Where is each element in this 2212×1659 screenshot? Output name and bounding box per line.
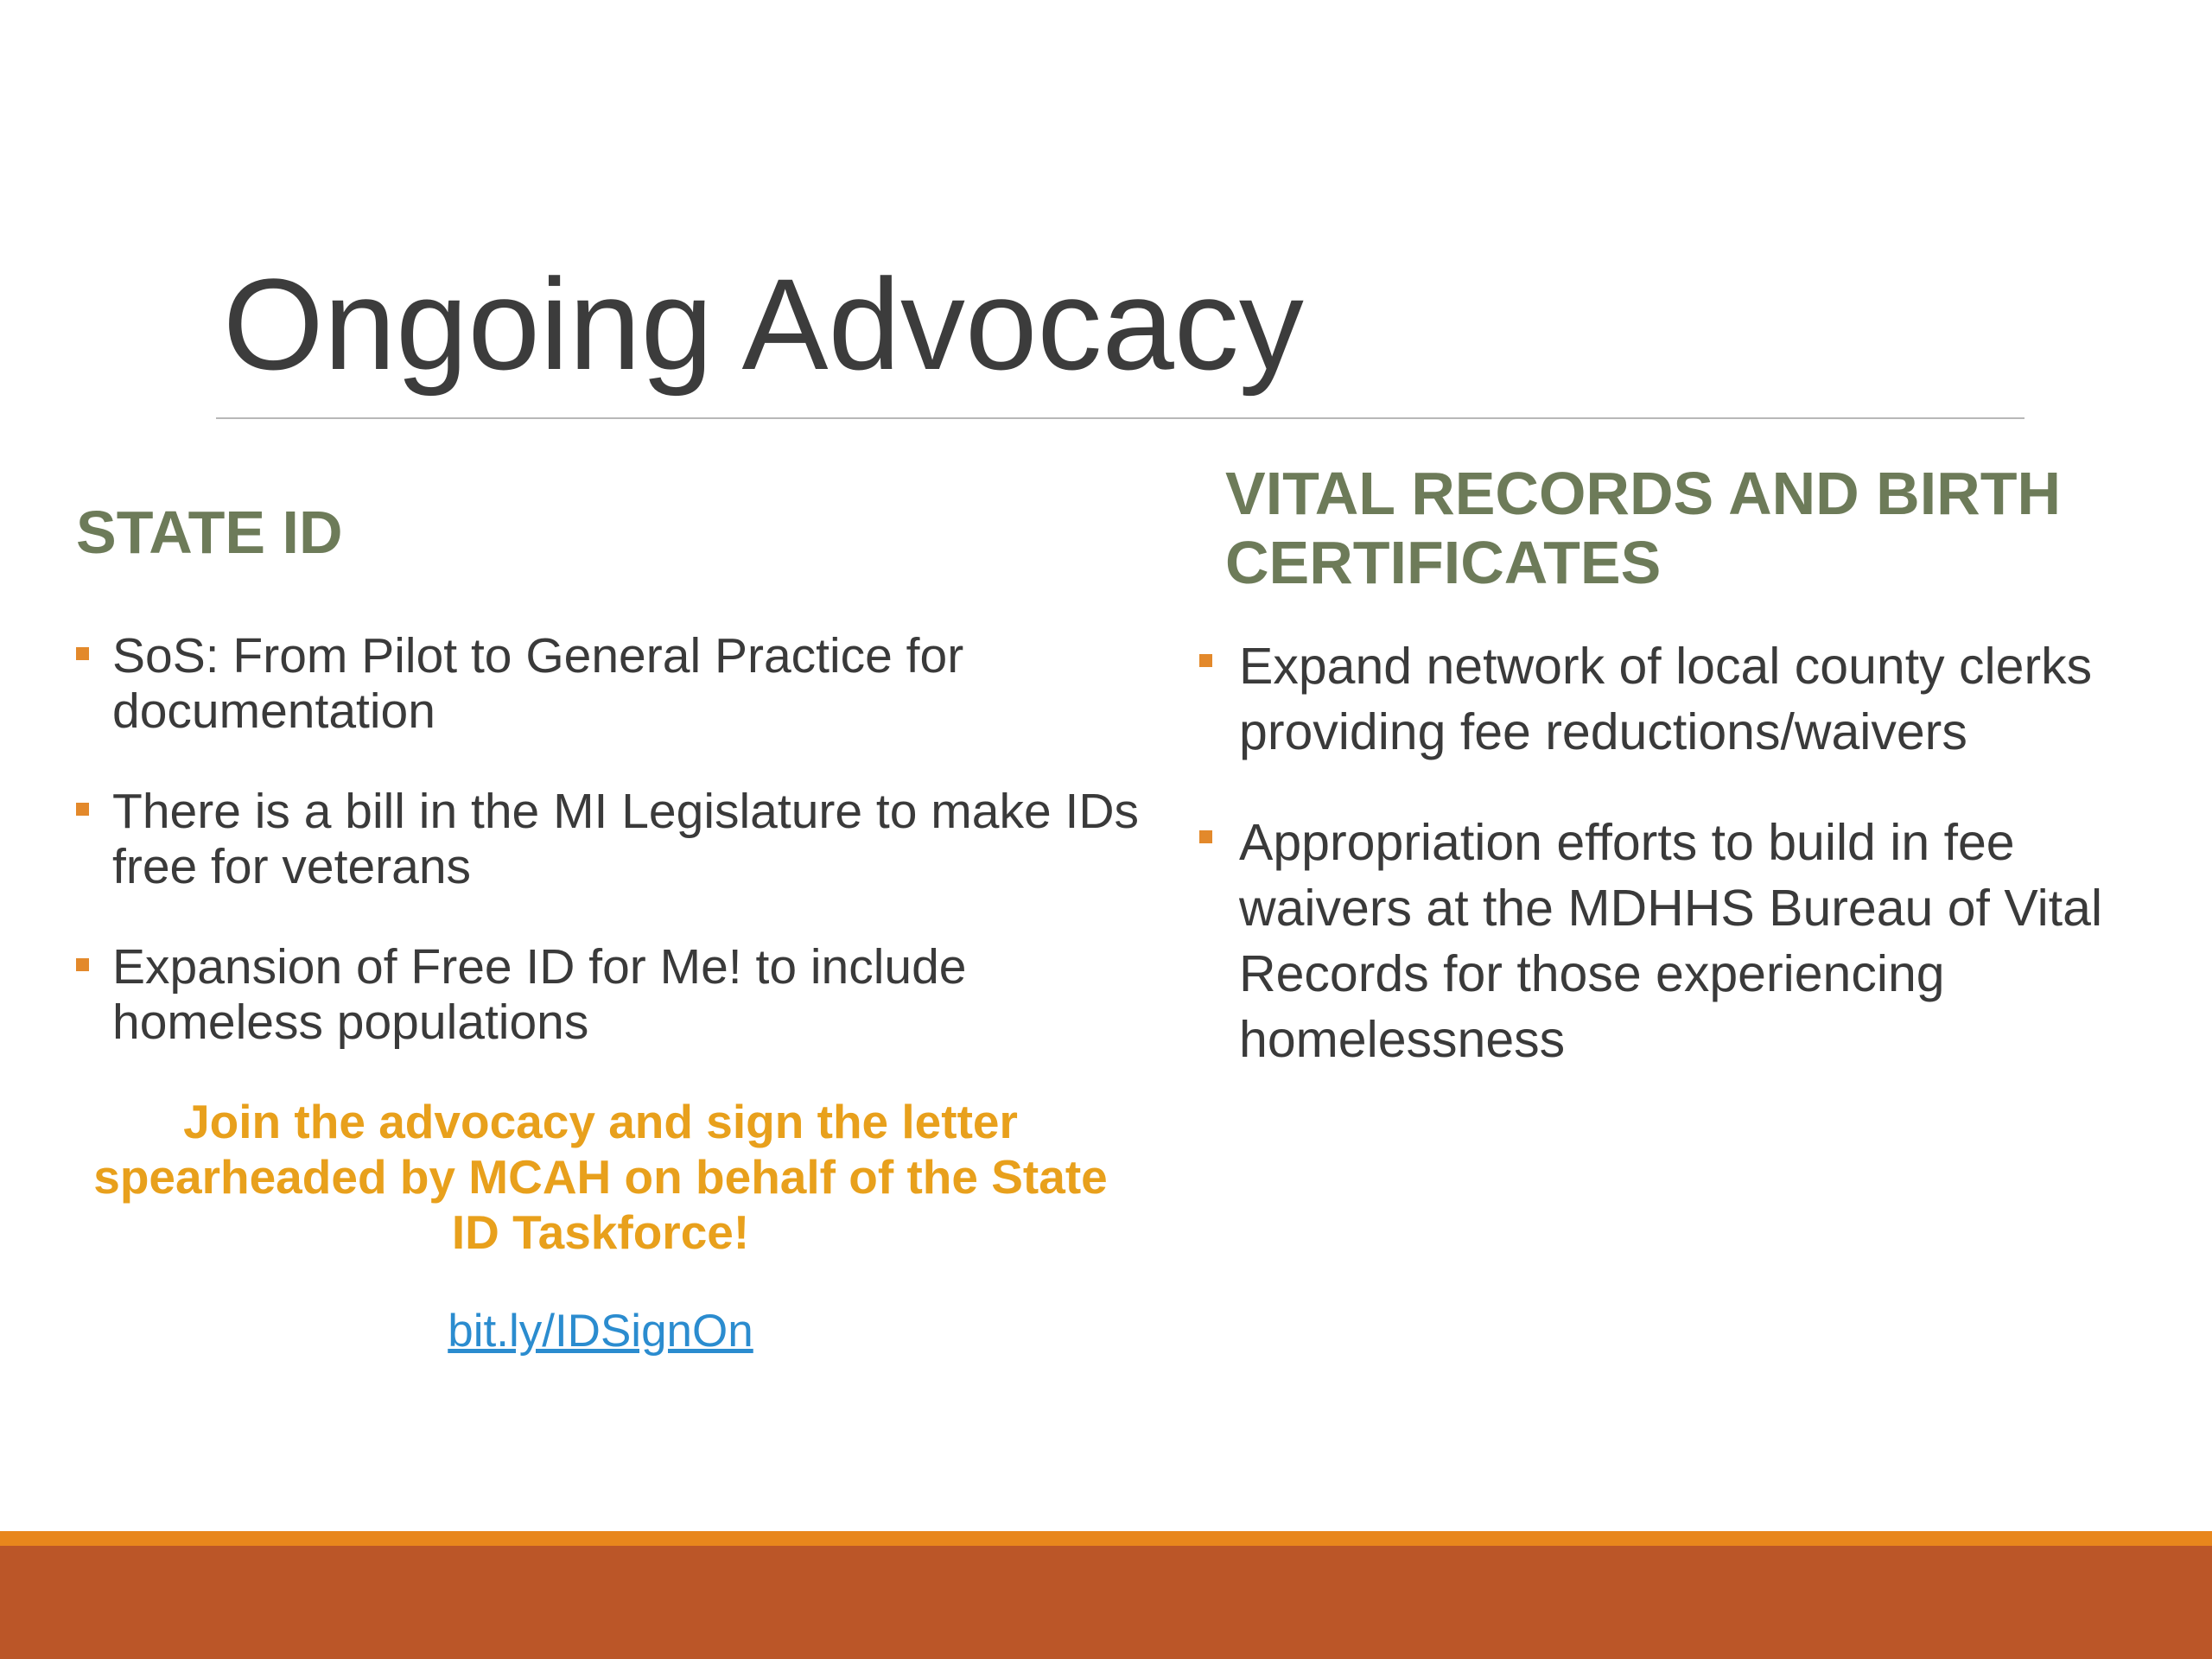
footer-bar <box>0 1546 2212 1659</box>
bullet-text: Appropriation efforts to build in fee waivers at the MDHHS Bureau of Vital Records for those experiencing homelessness <box>1239 814 2103 1068</box>
list-item <box>1199 633 2176 765</box>
vital-records-bullet-list <box>1199 633 2176 1117</box>
bullet-text: SoS: From Pilot to General Practice for documentation <box>112 628 964 739</box>
title-divider <box>216 417 2024 419</box>
bullet-text: There is a bill in the MI Legislature to make IDs free for veterans <box>112 784 1140 894</box>
square-bullet-icon <box>1199 654 1212 667</box>
square-bullet-icon <box>76 647 89 660</box>
footer-accent-line <box>0 1531 2212 1546</box>
state-id-heading: STATE ID <box>76 499 343 566</box>
square-bullet-icon <box>76 803 89 816</box>
call-to-action-text: Join the advocacy and sign the letter spearheaded by MCAH on behalf of the State ID Taskforce! <box>93 1095 1108 1259</box>
slide-title: Ongoing Advocacy <box>223 251 1304 397</box>
square-bullet-icon <box>76 958 89 971</box>
bullet-text: Expand network of local county clerks providing fee reductions/waivers <box>1239 638 2093 760</box>
list-item <box>76 784 1156 894</box>
list-item <box>1199 810 2176 1072</box>
state-id-bullet-list <box>76 628 1156 1095</box>
bullet-text: Expansion of Free ID for Me! to include homeless populations <box>112 939 967 1050</box>
sign-on-link-container <box>86 1304 1115 1359</box>
sign-on-link[interactable]: bit.ly/IDSignOn <box>448 1306 753 1357</box>
list-item <box>76 628 1156 739</box>
square-bullet-icon <box>1199 830 1212 843</box>
list-item <box>76 939 1156 1050</box>
vital-records-heading: VITAL RECORDS AND BIRTH CERTIFICATES <box>1225 460 2062 596</box>
